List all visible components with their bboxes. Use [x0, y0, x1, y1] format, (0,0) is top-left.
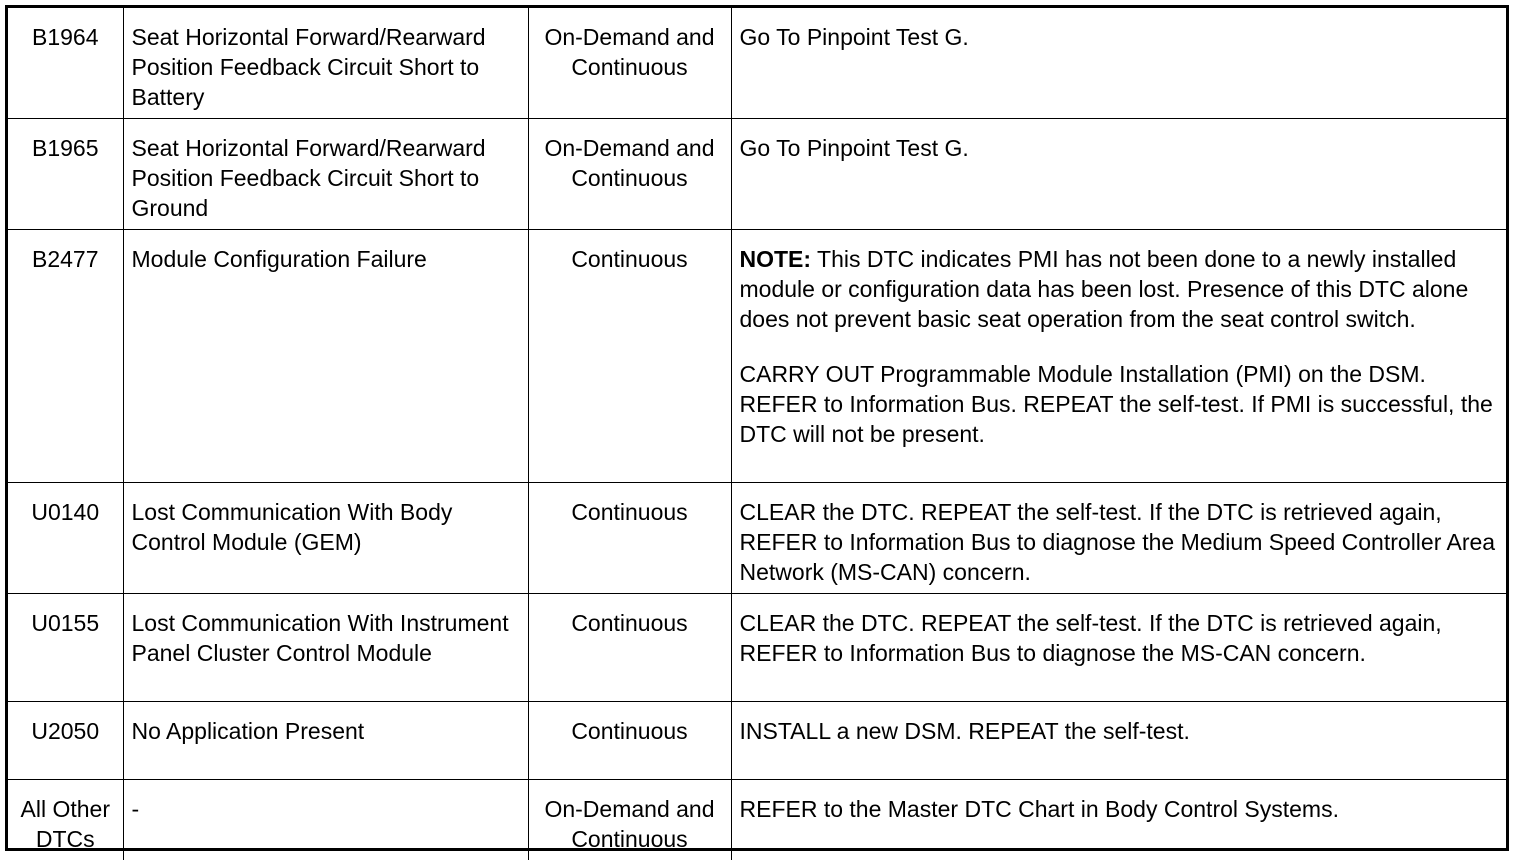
dtc-action-cell: CLEAR the DTC. REPEAT the self-test. If the DTC is retrieved again, REFER to Information Bus to diagnose the MS-CAN concern. [731, 594, 1506, 702]
dtc-mode-cell: On-Demand and Continuous [528, 780, 731, 860]
table-row [8, 702, 1506, 780]
action-paragraph: CARRY OUT Programmable Module Installation (PMI) on the DSM. REFER to Information Bus. REPEAT the self-test. If PMI is successful, the DTC will not be present. [740, 359, 1499, 449]
dtc-description-cell: Seat Horizontal Forward/Rearward Position Feedback Circuit Short to Battery [123, 8, 528, 119]
dtc-mode-cell: On-Demand and Continuous [528, 119, 731, 230]
note-label: NOTE: [740, 246, 812, 272]
note-paragraph [740, 244, 1499, 334]
table-row [8, 8, 1506, 119]
dtc-code-cell: U0155 [8, 594, 123, 702]
dtc-description-cell: No Application Present [123, 702, 528, 780]
note-text: This DTC indicates PMI has not been done to a newly installed module or configuration data has been lost. Presence of this DTC alone does not prevent basic seat operation from the seat control switch. [740, 246, 1469, 332]
dtc-mode-cell: Continuous [528, 702, 731, 780]
dtc-table-frame [5, 5, 1509, 851]
dtc-action-cell [731, 230, 1506, 483]
table-row [8, 483, 1506, 594]
dtc-mode-cell: Continuous [528, 483, 731, 594]
dtc-code-cell: B1965 [8, 119, 123, 230]
dtc-description-cell: Seat Horizontal Forward/Rearward Position Feedback Circuit Short to Ground [123, 119, 528, 230]
dtc-code-cell: U0140 [8, 483, 123, 594]
dtc-code-cell: B2477 [8, 230, 123, 483]
dtc-code-cell: All Other DTCs [8, 780, 123, 860]
dtc-action-cell: CLEAR the DTC. REPEAT the self-test. If the DTC is retrieved again, REFER to Information Bus to diagnose the Medium Speed Controller Area Network (MS-CAN) concern. [731, 483, 1506, 594]
table-row [8, 594, 1506, 702]
table-row [8, 119, 1506, 230]
dtc-description-cell: Module Configuration Failure [123, 230, 528, 483]
dtc-action-cell: Go To Pinpoint Test G. [731, 119, 1506, 230]
dtc-code-cell: U2050 [8, 702, 123, 780]
table-row [8, 780, 1506, 860]
dtc-description-cell: Lost Communication With Body Control Module (GEM) [123, 483, 528, 594]
dtc-mode-cell: Continuous [528, 594, 731, 702]
dtc-action-cell: INSTALL a new DSM. REPEAT the self-test. [731, 702, 1506, 780]
dtc-mode-cell: Continuous [528, 230, 731, 483]
dtc-description-cell: - [123, 780, 528, 860]
dtc-action-cell: Go To Pinpoint Test G. [731, 8, 1506, 119]
dtc-table [8, 8, 1506, 860]
dtc-description-cell: Lost Communication With Instrument Panel Cluster Control Module [123, 594, 528, 702]
dtc-action-cell: REFER to the Master DTC Chart in Body Control Systems. [731, 780, 1506, 860]
table-row [8, 230, 1506, 483]
dtc-mode-cell: On-Demand and Continuous [528, 8, 731, 119]
dtc-code-cell: B1964 [8, 8, 123, 119]
